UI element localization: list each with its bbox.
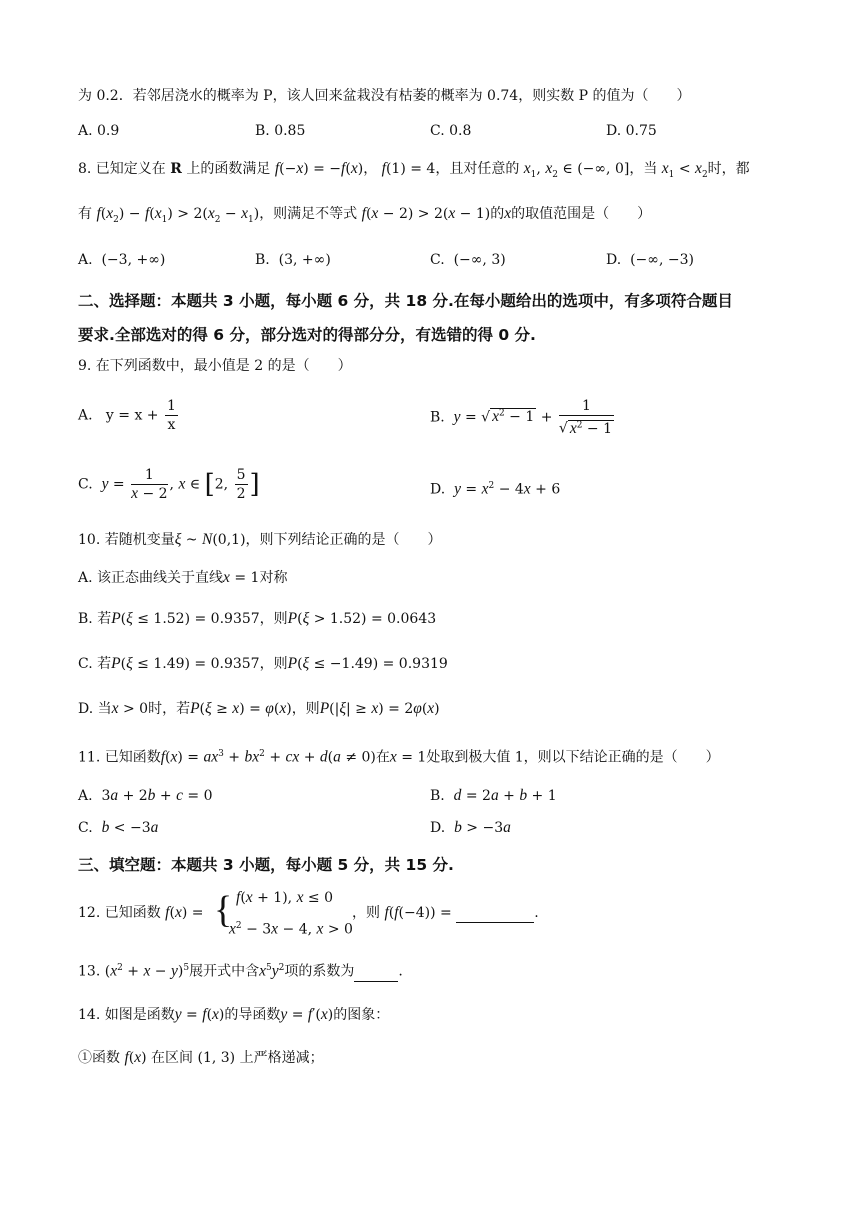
q10-option-a: A. 该正态曲线关于直线x = 1对称: [78, 569, 288, 586]
q11-stem: 11. 已知函数$f(x) = ax^3 + bx^2$ + cx + d(a ≠ 0)在x = 1处取到极大值 1，则以下结论正确的是（ ）: [78, 748, 720, 766]
q9-option-d: D. $y = x^2 - 4x + 6$: [430, 480, 561, 498]
q7-option-b: B. 0.85: [255, 123, 306, 139]
q9-option-b: B. y = √ $x^2 - 1$ + $\frac{1}{√ x^2 - 1}$: [430, 398, 613, 437]
q12-answer-blank[interactable]: [456, 922, 534, 923]
q8-line-2: 有 $f(x_2) - f(x_1) > 2(x_2 - x_1)$，则满足不等式 f(x − 2) > 2(x − 1)的x的取值范围是（ ）: [78, 205, 652, 225]
q8-line-1: 8. 已知定义在 R 上的函数满足 f(−x) = −f(x)， f(1) = 4，且对任意的 $x_1$, $x_2$ ∈ (−∞, 0]，当 $x_1 < x_2$时，都: [78, 160, 750, 180]
q9-option-a: A. y = x + $\frac{1}{x}$: [78, 398, 176, 433]
q7-line: 为 0.2．若邻居浇水的概率为 P，该人回来盆栽没有枯萎的概率为 0.74，则实数 P 的值为（ ）: [78, 88, 691, 104]
q12-case-2: $x^2 - 3x - 4$, x > 0: [229, 920, 353, 938]
q10-option-c: C. 若P(ξ ≤ 1.49) = 0.9357，则P(ξ ≤ −1.49) = 0.9319: [78, 655, 448, 672]
q12-question: ，则 f(f(−4)) = .: [352, 904, 539, 921]
q12-case-1: f(x + 1), x ≤ 0: [236, 889, 334, 906]
section-3-heading: 三、填空题：本题共 3 小题，每小题 5 分，共 15 分.: [78, 856, 454, 874]
q10-option-b: B. 若P(ξ ≤ 1.52) = 0.9357，则P(ξ > 1.52) = 0.0643: [78, 610, 437, 627]
q7-option-c: C. 0.8: [430, 123, 472, 139]
q12-stem: 12. 已知函数 f(x) =: [78, 904, 204, 921]
q7-option-a: A. 0.9: [78, 123, 120, 139]
q8-option-a: A. (−3, +∞): [78, 252, 166, 268]
q11-option-a: A. 3a + 2b + c = 0: [78, 787, 213, 804]
q8-option-d: D. (−∞, −3): [606, 252, 694, 268]
q10-option-d: D. 当x > 0时，若P(ξ ≥ x) = φ(x)，则P(|ξ| ≥ x) = 2φ(x): [78, 700, 440, 717]
q9-stem: 9. 在下列函数中，最小值是 2 的是（ ）: [78, 358, 352, 374]
q12-brace: {: [214, 889, 233, 931]
q13-answer-blank[interactable]: [354, 981, 398, 982]
q14-item-1: ①函数 f(x) 在区间 (1, 3) 上严格递减；: [78, 1049, 324, 1066]
section-2-heading-line-1: 二、选择题：本题共 3 小题，每小题 6 分，共 18 分.在每小题给出的选项中，有多项符合题目: [78, 292, 733, 310]
q9-option-c: C. y = $\frac{1}{x - 2}$ , x ∈ [2, $\frac{5}{2}$ ]: [78, 467, 260, 502]
q8-option-b: B. (3, +∞): [255, 252, 331, 268]
q14-stem: 14. 如图是函数y = f(x)的导函数y = f′(x)的图象：: [78, 1006, 390, 1023]
section-2-heading-line-2: 要求.全部选对的得 6 分，部分选对的得部分分，有选错的得 0 分.: [78, 326, 536, 344]
q11-option-d: D. b > −3a: [430, 819, 511, 836]
q10-stem: 10. 若随机变量ξ ~ N(0,1)，则下列结论正确的是（ ）: [78, 531, 442, 548]
q13-stem: 13. $(x^2 + x - y)^5$展开式中含$x^5y^2$项的系数为 .: [78, 962, 403, 980]
q11-option-c: C. b < −3a: [78, 819, 159, 836]
q8-option-c: C. (−∞, 3): [430, 252, 506, 268]
q7-option-d: D. 0.75: [606, 123, 657, 139]
q11-option-b: B. d = 2a + b + 1: [430, 787, 557, 804]
